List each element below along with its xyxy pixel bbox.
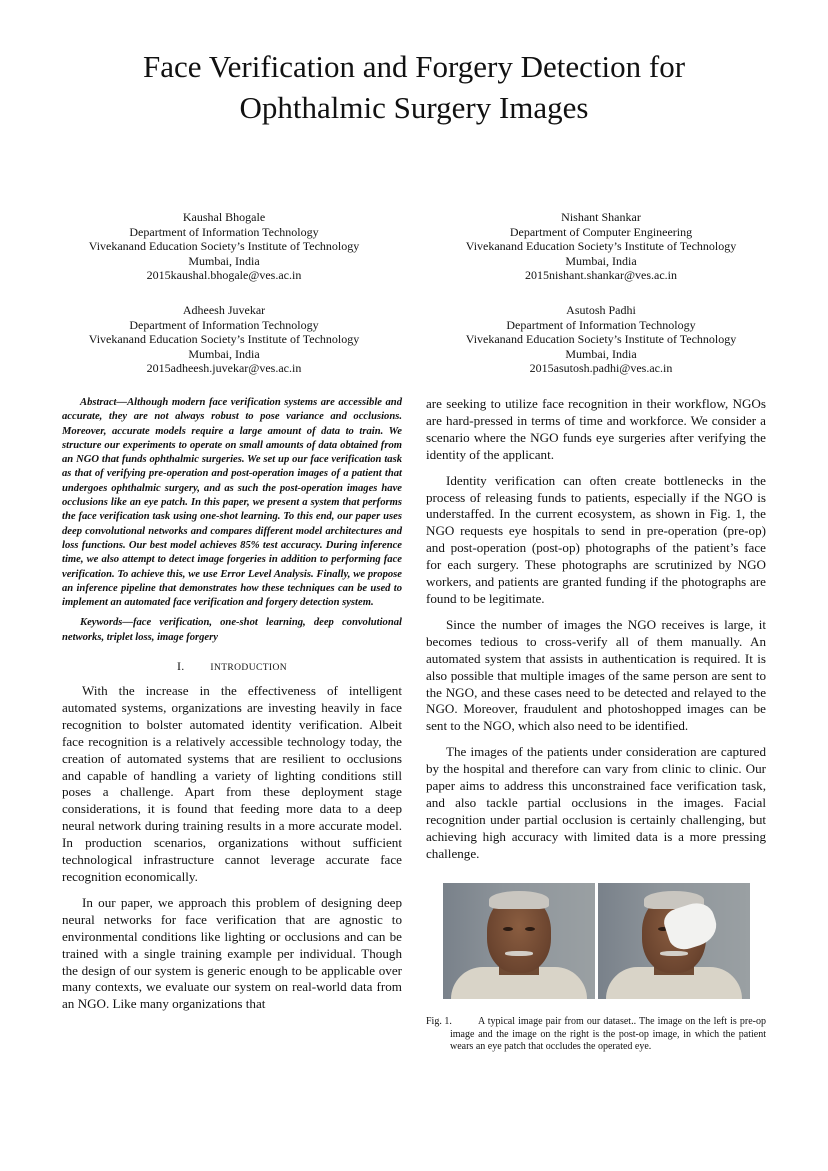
author-institute: Vivekanand Education Society’s Institute of Technology — [465, 332, 737, 347]
title-line-1: Face Verification and Forgery Detection for — [142, 49, 686, 84]
author-email[interactable]: 2015kaushal.bhogale@ves.ac.in — [146, 268, 302, 283]
author-location: Mumbai, India — [565, 346, 637, 361]
section-heading-introduction — [62, 659, 402, 675]
author-location: Mumbai, India — [188, 253, 260, 268]
paper-title — [60, 46, 768, 128]
abstract: Abstract—Although modern face verification systems are accessible and accurate, they are not always robust to pose variance and occlusions. Moreover, accurate models require a large amount of data to train. We structure our experiments to operate on small amounts of data obtained from an NGO that funds ophthalmic surgeries. We set up our face verification task as that of verifying pre-operation and post-operation images of a patient that undergoes ophthalmic surgery, and as such the post-operation images have occlusions like an eye patch. In this paper, we present a system that performs the face verification task using one-shot learning. To this end, our paper uses deep convolutional networks and compares different model architectures and loss functions. Our best model achieves 85% test accuracy. During inference time, we also attempt to detect image forgeries in addition to performing face verification. To achieve this, we use Error Level Analysis. Finally, we propose an inference pipeline that demonstrates how these techniques can be used to implement an automated face verification and forgery detection system. — [62, 397, 402, 609]
author-block-3 — [34, 303, 414, 376]
figure-1-caption — [426, 1016, 766, 1054]
author-email[interactable]: 2015nishant.shankar@ves.ac.in — [524, 268, 677, 283]
intro-paragraph-1: With the increase in the effectiveness of intelligent automated systems, organizations are investing heavily in face recognition to bolster automated identity verification. Albeit face recognition is a relatively accessible technology today, the creation of automated systems that are resilient to occlusions and capable of handling a variety of lighting conditions still poses a challenge. Apart from these deployment stage considerations, it is found that feeding more data to a deep neural network during training results in a more accurate model. In production scenarios, organizations without sufficient technological infrastructure cannot leverage accurate face recognition economically. — [62, 683, 402, 885]
pre-op-photo — [443, 883, 595, 999]
author-name: Nishant Shankar — [561, 210, 641, 224]
author-name: Adheesh Juvekar — [182, 303, 266, 317]
title-line-2: Ophthalmic Surgery Images — [239, 90, 589, 125]
author-location: Mumbai, India — [188, 346, 260, 361]
figure-label: Fig. 1. — [426, 1016, 452, 1027]
intro-paragraph-2: In our paper, we approach this problem of designing deep neural networks for face verification that are agnostic to environmental conditions like lighting or occlusions and can be trained with a single training example per individual. Though the design of our system is generic enough to be applicable over many contexts, we evaluate our system on real-world data from an NGO. Like many organizations that — [62, 894, 402, 1012]
figure-caption-text: A typical image pair from our dataset.. The image on the left is pre-op image and the image on the right is the post-op image, in which the patient wears an eye patch that occludes the operated eye. — [450, 1016, 766, 1053]
post-op-photo — [598, 883, 750, 999]
author-department: Department of Information Technology — [129, 317, 319, 332]
author-name: Kaushal Bhogale — [182, 210, 266, 224]
section-title: INTRODUCTION — [210, 663, 287, 674]
keywords: Keywords—face verification, one-shot learning, deep convolutional networks, triplet loss, image forgery — [62, 617, 402, 643]
right-column — [426, 396, 766, 863]
intro-paragraph-continued: are seeking to utilize face recognition in their workflow, NGOs are hard-pressed in terms of time and workforce. We consider a scenario where the NGO funds eye surgeries after verifying the identity of the applicant. — [426, 396, 766, 462]
author-institute: Vivekanand Education Society’s Institute of Technology — [88, 332, 360, 347]
author-block-1 — [34, 210, 414, 283]
intro-paragraph-5: The images of the patients under consideration are captured by the hospital and therefore can vary from clinic to clinic. Our paper aims to address this unconstrained face verification task, and also tackle partial occlusions in the images. Facial recognition under partial occlusion is certainly challenging, but achieving high accuracy with limited data is a more pressing challenge. — [426, 744, 766, 861]
author-department: Department of Information Technology — [506, 317, 696, 332]
author-email[interactable]: 2015asutosh.padhi@ves.ac.in — [529, 361, 673, 376]
author-email[interactable]: 2015adheesh.juvekar@ves.ac.in — [146, 361, 302, 376]
author-block-2 — [411, 210, 791, 283]
author-department: Department of Computer Engineering — [509, 224, 693, 239]
author-block-4 — [411, 303, 791, 376]
author-institute: Vivekanand Education Society’s Institute of Technology — [88, 239, 360, 254]
intro-paragraph-4: Since the number of images the NGO receives is large, it becomes tedious to cross-verify all of them manually. An automated system that assists in authentication is required. It is also possible that multiple images of the same person are sent to the NGO, and these cases need to be detected and relayed to the NGO. Moreover, fraudulent and photoshopped images can be sent to the NGO, which also need to be identified. — [426, 616, 766, 734]
author-institute: Vivekanand Education Society’s Institute of Technology — [465, 239, 737, 254]
section-number: I. — [177, 659, 185, 674]
left-column — [62, 396, 402, 1013]
author-location: Mumbai, India — [565, 253, 637, 268]
author-name: Asutosh Padhi — [566, 303, 636, 317]
author-department: Department of Information Technology — [129, 224, 319, 239]
figure-1 — [443, 883, 750, 999]
intro-paragraph-3: Identity verification can often create bottlenecks in the process of releasing funds to patients, especially if the NGO is understaffed. In the current ecosystem, as shown in Fig. 1, the NGO requests eye hospitals to send in pre-operation (pre-op) and post-operation (post-op) photographs of the patient’s face for each surgery. These photographs are scrutinized by NGO workers, and patients are granted funding if the photographs are found to be legitimate. — [426, 472, 766, 606]
